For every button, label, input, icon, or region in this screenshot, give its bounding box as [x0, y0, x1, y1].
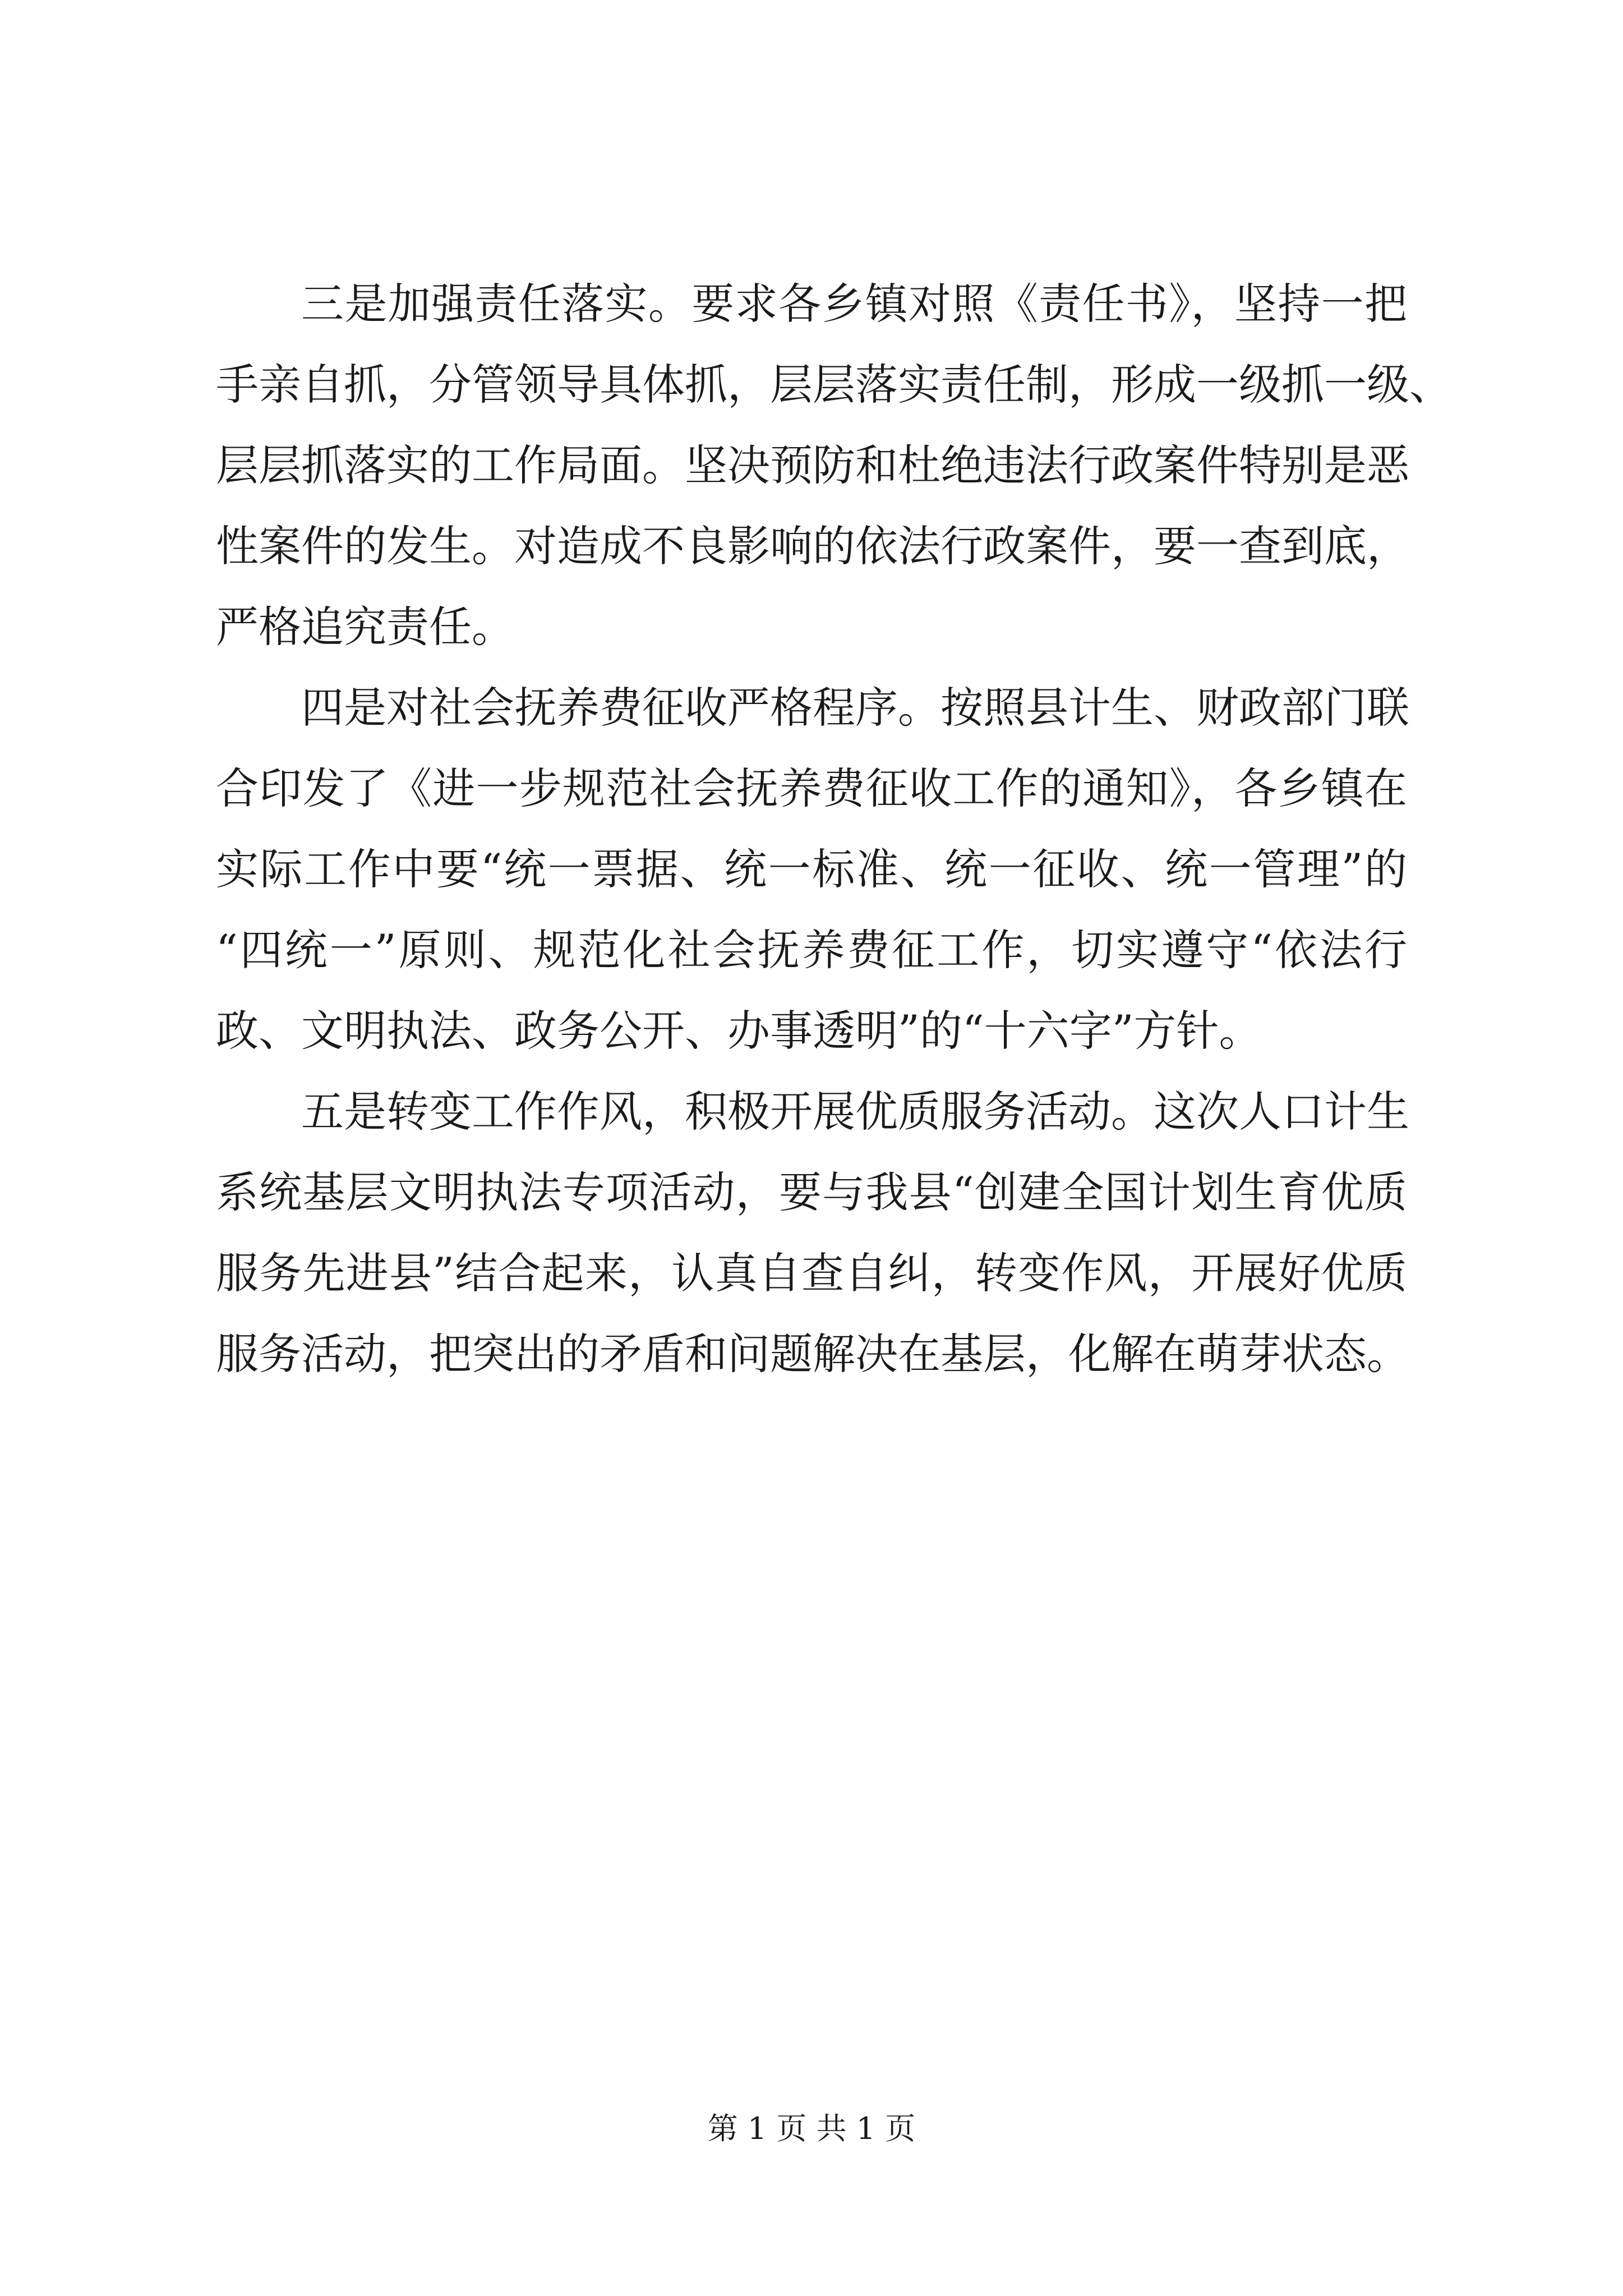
paragraph-fee-procedure: [216, 668, 1407, 1071]
text-line: “四统一”原则、规范化社会抚养费征工作，切实遵守“依法行: [216, 925, 1407, 975]
text-line: 手亲自抓，分管领导具体抓，层层落实责任制，形成一级抓一级、: [216, 360, 1452, 409]
text-line: 五是转变工作作风，积极开展优质服务活动。这次人口计生: [301, 1087, 1409, 1137]
text-line: 层层抓落实的工作局面。坚决预防和杜绝违法行政案件特别是恶: [216, 440, 1409, 490]
text-line: 服务先进县”结合起来，认真自查自纠，转变作风，开展好优质: [216, 1248, 1407, 1298]
document-body: [216, 264, 1452, 1395]
text-line: 系统基层文明执法专项活动，要与我县“创建全国计划生育优质: [216, 1167, 1407, 1217]
text-line: 实际工作中要“统一票据、统一标准、统一征收、统一管理”的: [216, 844, 1407, 894]
text-line: 服务活动，把突出的矛盾和问题解决在基层，化解在萌芽状态。: [216, 1329, 1409, 1379]
text-line: 政、文明执法、政务公开、办事透明”的“十六字”方针。: [216, 1006, 1262, 1056]
paragraph-responsibility: [216, 264, 1452, 668]
page-footer: 第 1 页 共 1 页: [707, 2111, 916, 2146]
paragraph-work-style: [216, 1071, 1407, 1395]
text-line: 性案件的发生。对造成不良影响的依法行政案件，要一查到底，: [216, 521, 1409, 571]
text-line: 严格追究责任。: [216, 602, 514, 652]
text-line: 三是加强责任落实。要求各乡镇对照《责任书》，坚持一把: [301, 279, 1407, 329]
text-line: 合印发了《进一步规范社会抚养费征收工作的通知》，各乡镇在: [216, 763, 1407, 813]
text-line: 四是对社会抚养费征收严格程序。按照县计生、财政部门联: [301, 683, 1409, 733]
